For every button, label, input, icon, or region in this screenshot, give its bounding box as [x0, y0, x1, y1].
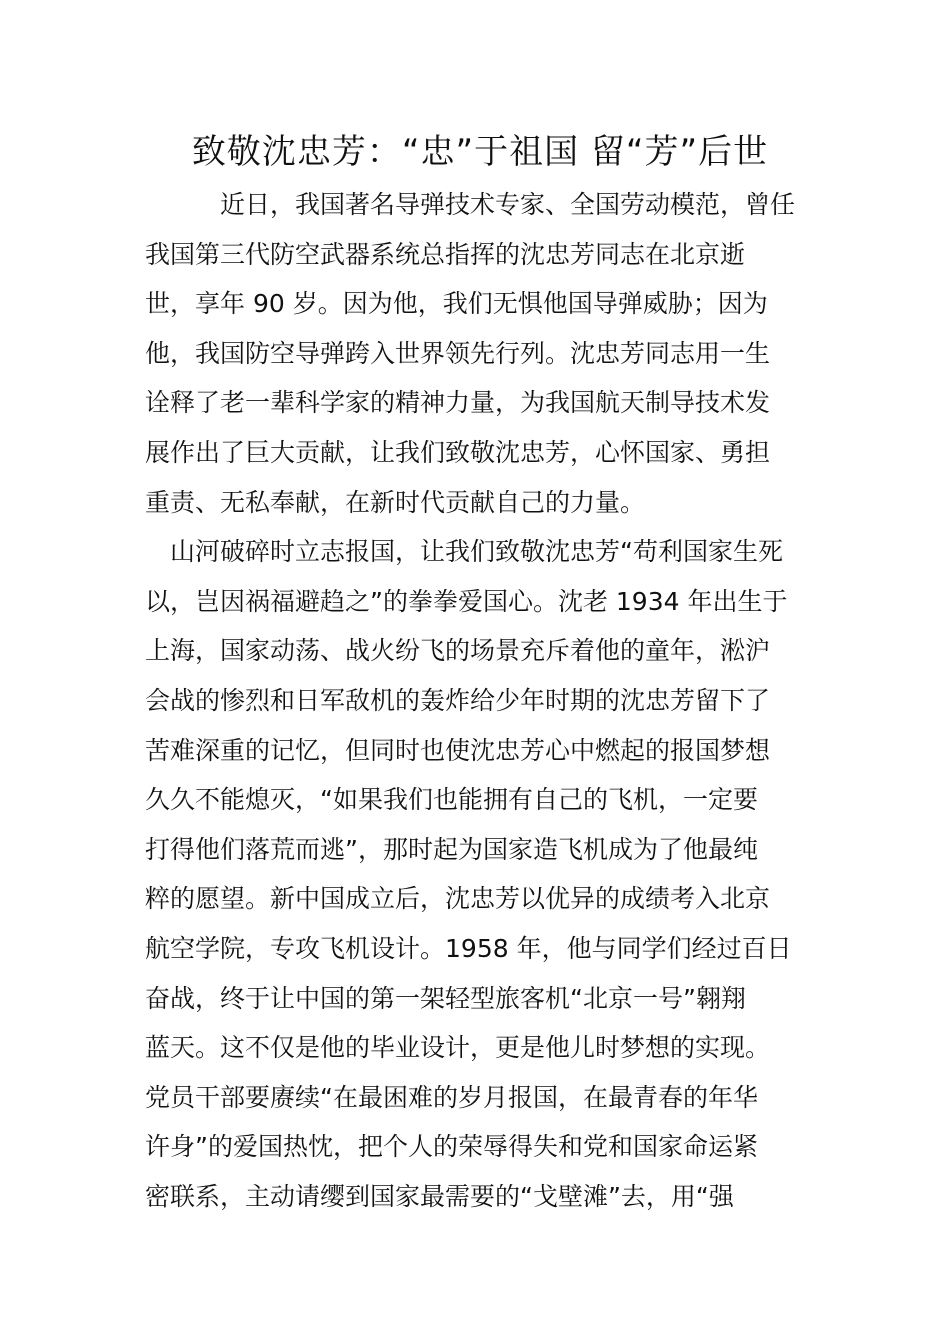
paragraph-line: 党员干部要赓续“在最困难的岁月报国，在最青春的年华: [145, 1082, 758, 1112]
paragraph-line: 密联系，主动请缨到国家最需要的“戈壁滩”去，用“强: [145, 1181, 734, 1211]
paragraph-line: 航空学院，专攻飞机设计。1958 年，他与同学们经过百日: [145, 933, 792, 963]
paragraph-line: 苦难深重的记忆，但同时也使沈忠芳心中燃起的报国梦想: [145, 735, 771, 765]
paragraph-line: 他，我国防空导弹跨入世界领先行列。沈忠芳同志用一生: [145, 338, 771, 368]
paragraph-line: 以，岂因祸福避趋之”的拳拳爱国心。沈老 1934 年出生于: [145, 586, 788, 616]
paragraph-line: 许身”的爱国热忱，把个人的荣辱得失和党和国家命运紧: [145, 1132, 758, 1162]
paragraph-line: 重责、无私奉献，在新时代贡献自己的力量。: [145, 487, 646, 517]
paragraph-line: 奋战，终于让中国的第一架轻型旅客机“北京一号”翱翔: [145, 983, 746, 1013]
paragraph-line: 我国第三代防空武器系统总指挥的沈忠芳同志在北京逝: [145, 239, 746, 269]
paragraph-line: 诠释了老一辈科学家的精神力量，为我国航天制导技术发: [145, 388, 771, 418]
paragraph-line: 展作出了巨大贡献，让我们致敬沈忠芳，心怀国家、勇担: [145, 437, 771, 467]
paragraph-line: 山河破碎时立志报国，让我们致敬沈忠芳“苟利国家生死: [170, 537, 783, 567]
paragraph-line: 打得他们落荒而逃”，那时起为国家造飞机成为了他最纯: [145, 834, 758, 864]
paragraph-line: 世，享年 90 岁。因为他，我们无惧他国导弹威胁；因为: [145, 289, 768, 319]
paragraph-line: 会战的惨烈和日军敌机的轰炸给少年时期的沈忠芳留下了: [145, 685, 771, 715]
paragraph-line: 久久不能熄灭，“如果我们也能拥有自己的飞机，一定要: [145, 785, 758, 815]
document-body: [145, 180, 810, 1221]
paragraph-line: 近日，我国著名导弹技术专家、全国劳动模范，曾任: [220, 190, 796, 219]
paragraph-line: 上海，国家动荡、战火纷飞的场景充斥着他的童年，淞沪: [145, 636, 771, 666]
document-title: 致敬沈忠芳：“忠”于祖国 留“芳”后世: [191, 132, 769, 172]
paragraph-line: 粹的愿望。新中国成立后，沈忠芳以优异的成绩考入北京: [145, 884, 771, 914]
paragraph-line: 蓝天。这不仅是他的毕业设计，更是他儿时梦想的实现。: [145, 1033, 771, 1063]
